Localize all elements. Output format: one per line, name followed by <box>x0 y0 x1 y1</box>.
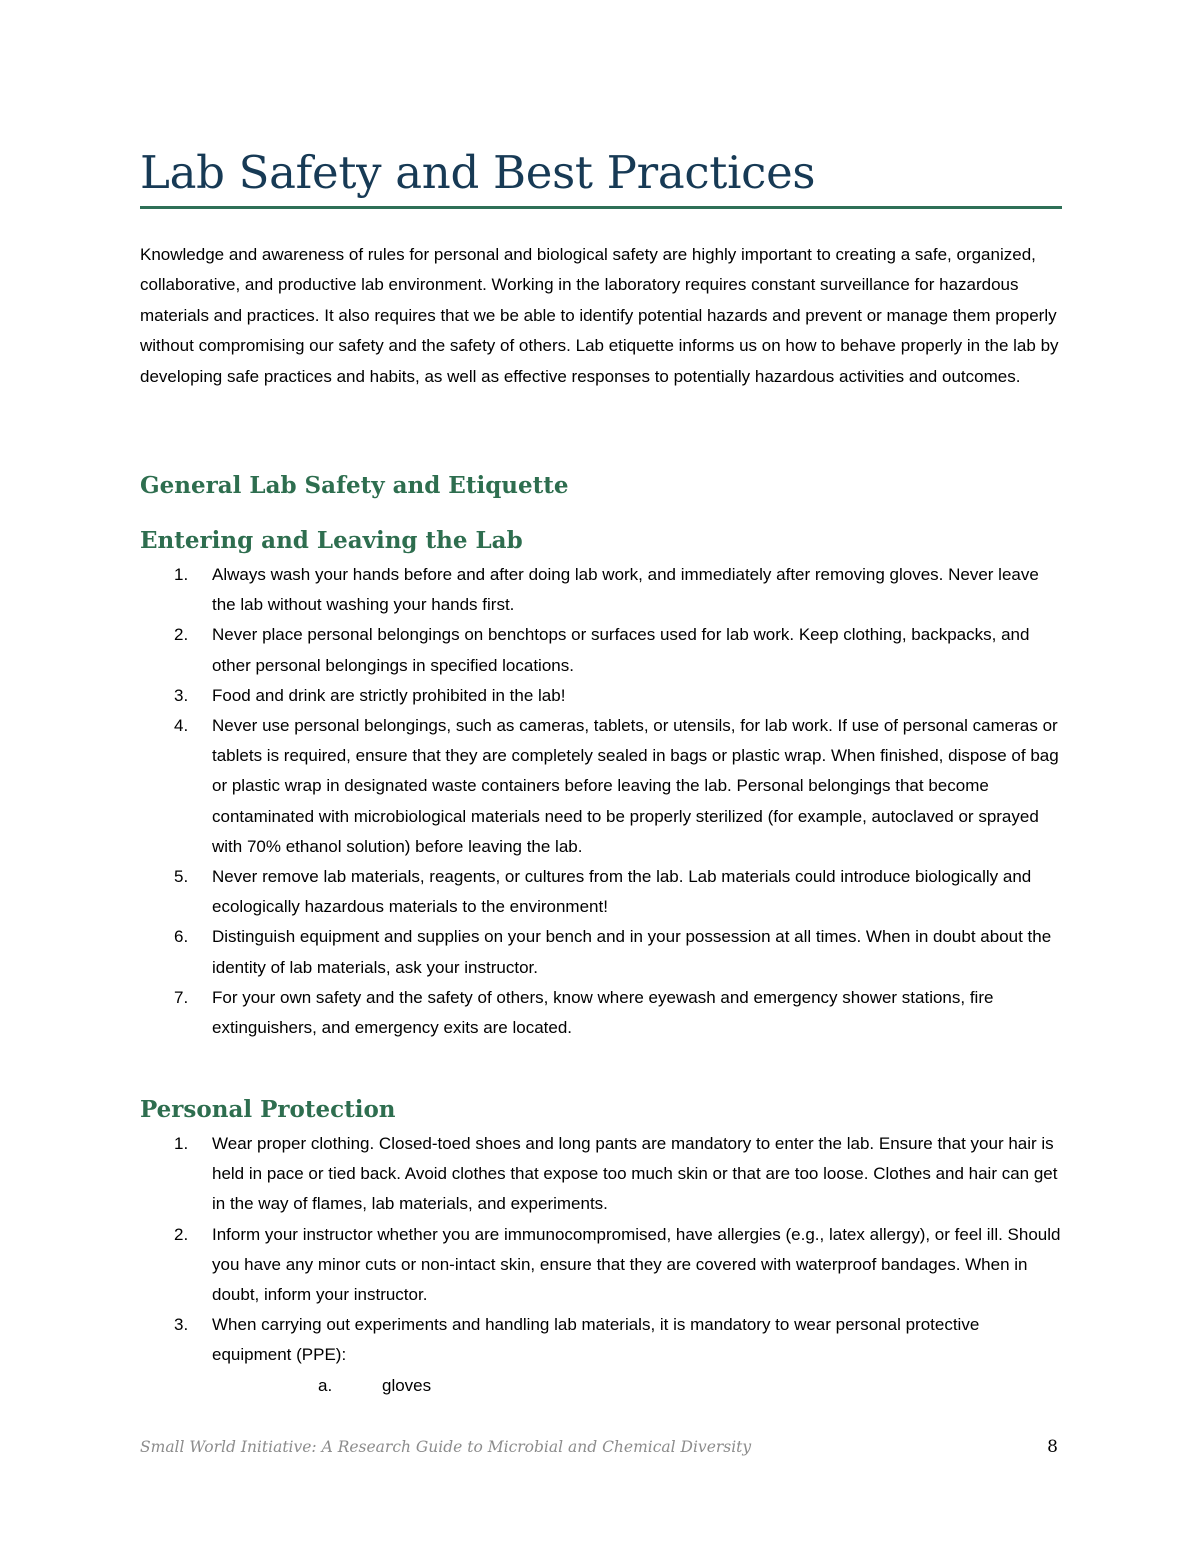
list-item-text: Distinguish equipment and supplies on your bench and in your possession at all times. When in doubt about the identity of lab materials, ask your instructor. <box>212 927 1052 977</box>
list-number: 2. <box>174 1224 189 1244</box>
page-number: 8 <box>1047 1437 1058 1457</box>
list-number: 2. <box>174 625 189 645</box>
section-personal-protection <box>140 1094 1062 1401</box>
section-entering-leaving <box>140 525 1062 1043</box>
list-item <box>140 922 1062 982</box>
list-item <box>140 560 1062 620</box>
list-number: 5. <box>174 867 189 887</box>
sublist-item-text: gloves <box>382 1375 432 1395</box>
sublist-item <box>212 1371 1062 1401</box>
document-page <box>140 0 1062 1553</box>
list-item-text: Always wash your hands before and after doing lab work, and immediately after removing gloves. Never leave the lab without washing your hands first. <box>212 565 1039 615</box>
list-item-text: When carrying out experiments and handling lab materials, it is mandatory to wear personal protective equipment (PPE): <box>212 1315 980 1365</box>
section-heading-general: General Lab Safety and Etiquette <box>140 472 569 499</box>
list-item-text: For your own safety and the safety of others, know where eyewash and emergency shower stations, fire extinguishers, and emergency exits are located. <box>212 987 994 1038</box>
list-number: 1. <box>174 1134 189 1153</box>
list-number: 3. <box>174 685 189 705</box>
page-footer <box>140 1434 1062 1460</box>
list-number: 6. <box>174 927 189 947</box>
list-item-text: Never place personal belongings on benchtops or surfaces used for lab work. Keep clothing, backpacks, and other personal belongings in specified locations. <box>212 625 1030 675</box>
list-item-text: Wear proper clothing. Closed-toed shoes and long pants are mandatory to enter the lab. Ensure that your hair is held in pace or tied back. Avoid clothes that expose too much skin or that are too loose. Clothes and hair can get in the way of flames, lab materials, and experiments. <box>212 1134 1058 1214</box>
ppe-sublist <box>212 1371 1062 1401</box>
subheading-personal-protection: Personal Protection <box>140 1096 396 1123</box>
list-item <box>140 1129 1062 1220</box>
list-item-text: Never remove lab materials, reagents, or cultures from the lab. Lab materials could introduce biologically and ecologically hazardous materials to the environment! <box>212 867 1032 917</box>
list-item-text: Food and drink are strictly prohibited in the lab! <box>212 685 566 705</box>
entering-rules-list <box>140 560 1062 1043</box>
list-item <box>140 862 1062 922</box>
list-item <box>140 711 1062 862</box>
list-number: 4. <box>174 716 189 736</box>
list-item <box>140 1220 1062 1311</box>
list-item-text: Inform your instructor whether you are immunocompromised, have allergies (e.g., latex allergy), or feel ill. Should you have any minor cuts or non-intact skin, ensure that they are covered with waterproof bandages. When in doubt, inform your instructor. <box>212 1224 1061 1305</box>
list-item <box>140 1310 1062 1401</box>
title-underline-rule <box>140 206 1062 209</box>
footer-book-title: Small World Initiative: A Research Guide to Microbial and Chemical Diversity <box>140 1438 752 1456</box>
personal-rules-list <box>140 1129 1062 1401</box>
intro-paragraph: Knowledge and awareness of rules for personal and biological safety are highly important to creating a safe, organized, collaborative, and productive lab environment. Working in the laboratory requires constant surveillance for hazardous materials and practices. It also requires that we be able to identify potential hazards and prevent or manage them properly without compromising our safety and the safety of others. Lab etiquette informs us on how to behave properly in the lab by developing safe practices and habits, as well as effective responses to potentially hazardous activities and outcomes. <box>140 245 1059 386</box>
list-item <box>140 681 1062 711</box>
list-item <box>140 620 1062 680</box>
list-item <box>140 983 1062 1043</box>
list-item-text: Never use personal belongings, such as cameras, tablets, or utensils, for lab work. If use of personal cameras or tablets is required, ensure that they are completely sealed in bags or plastic wrap. When finished, dispose of bag or plastic wrap in designated waste containers before leaving the lab. Personal belongings that become contaminated with microbiological materials need to be properly sterilized (for example, autoclaved or sprayed with 70% ethanol solution) before leaving the lab. <box>212 716 1059 856</box>
page-title: Lab Safety and Best Practices <box>140 146 816 199</box>
list-number: 7. <box>174 987 189 1007</box>
list-number: 1. <box>174 565 189 584</box>
list-number: 3. <box>174 1315 189 1335</box>
sublist-letter: a. <box>318 1375 333 1395</box>
subheading-entering-leaving: Entering and Leaving the Lab <box>140 527 523 554</box>
